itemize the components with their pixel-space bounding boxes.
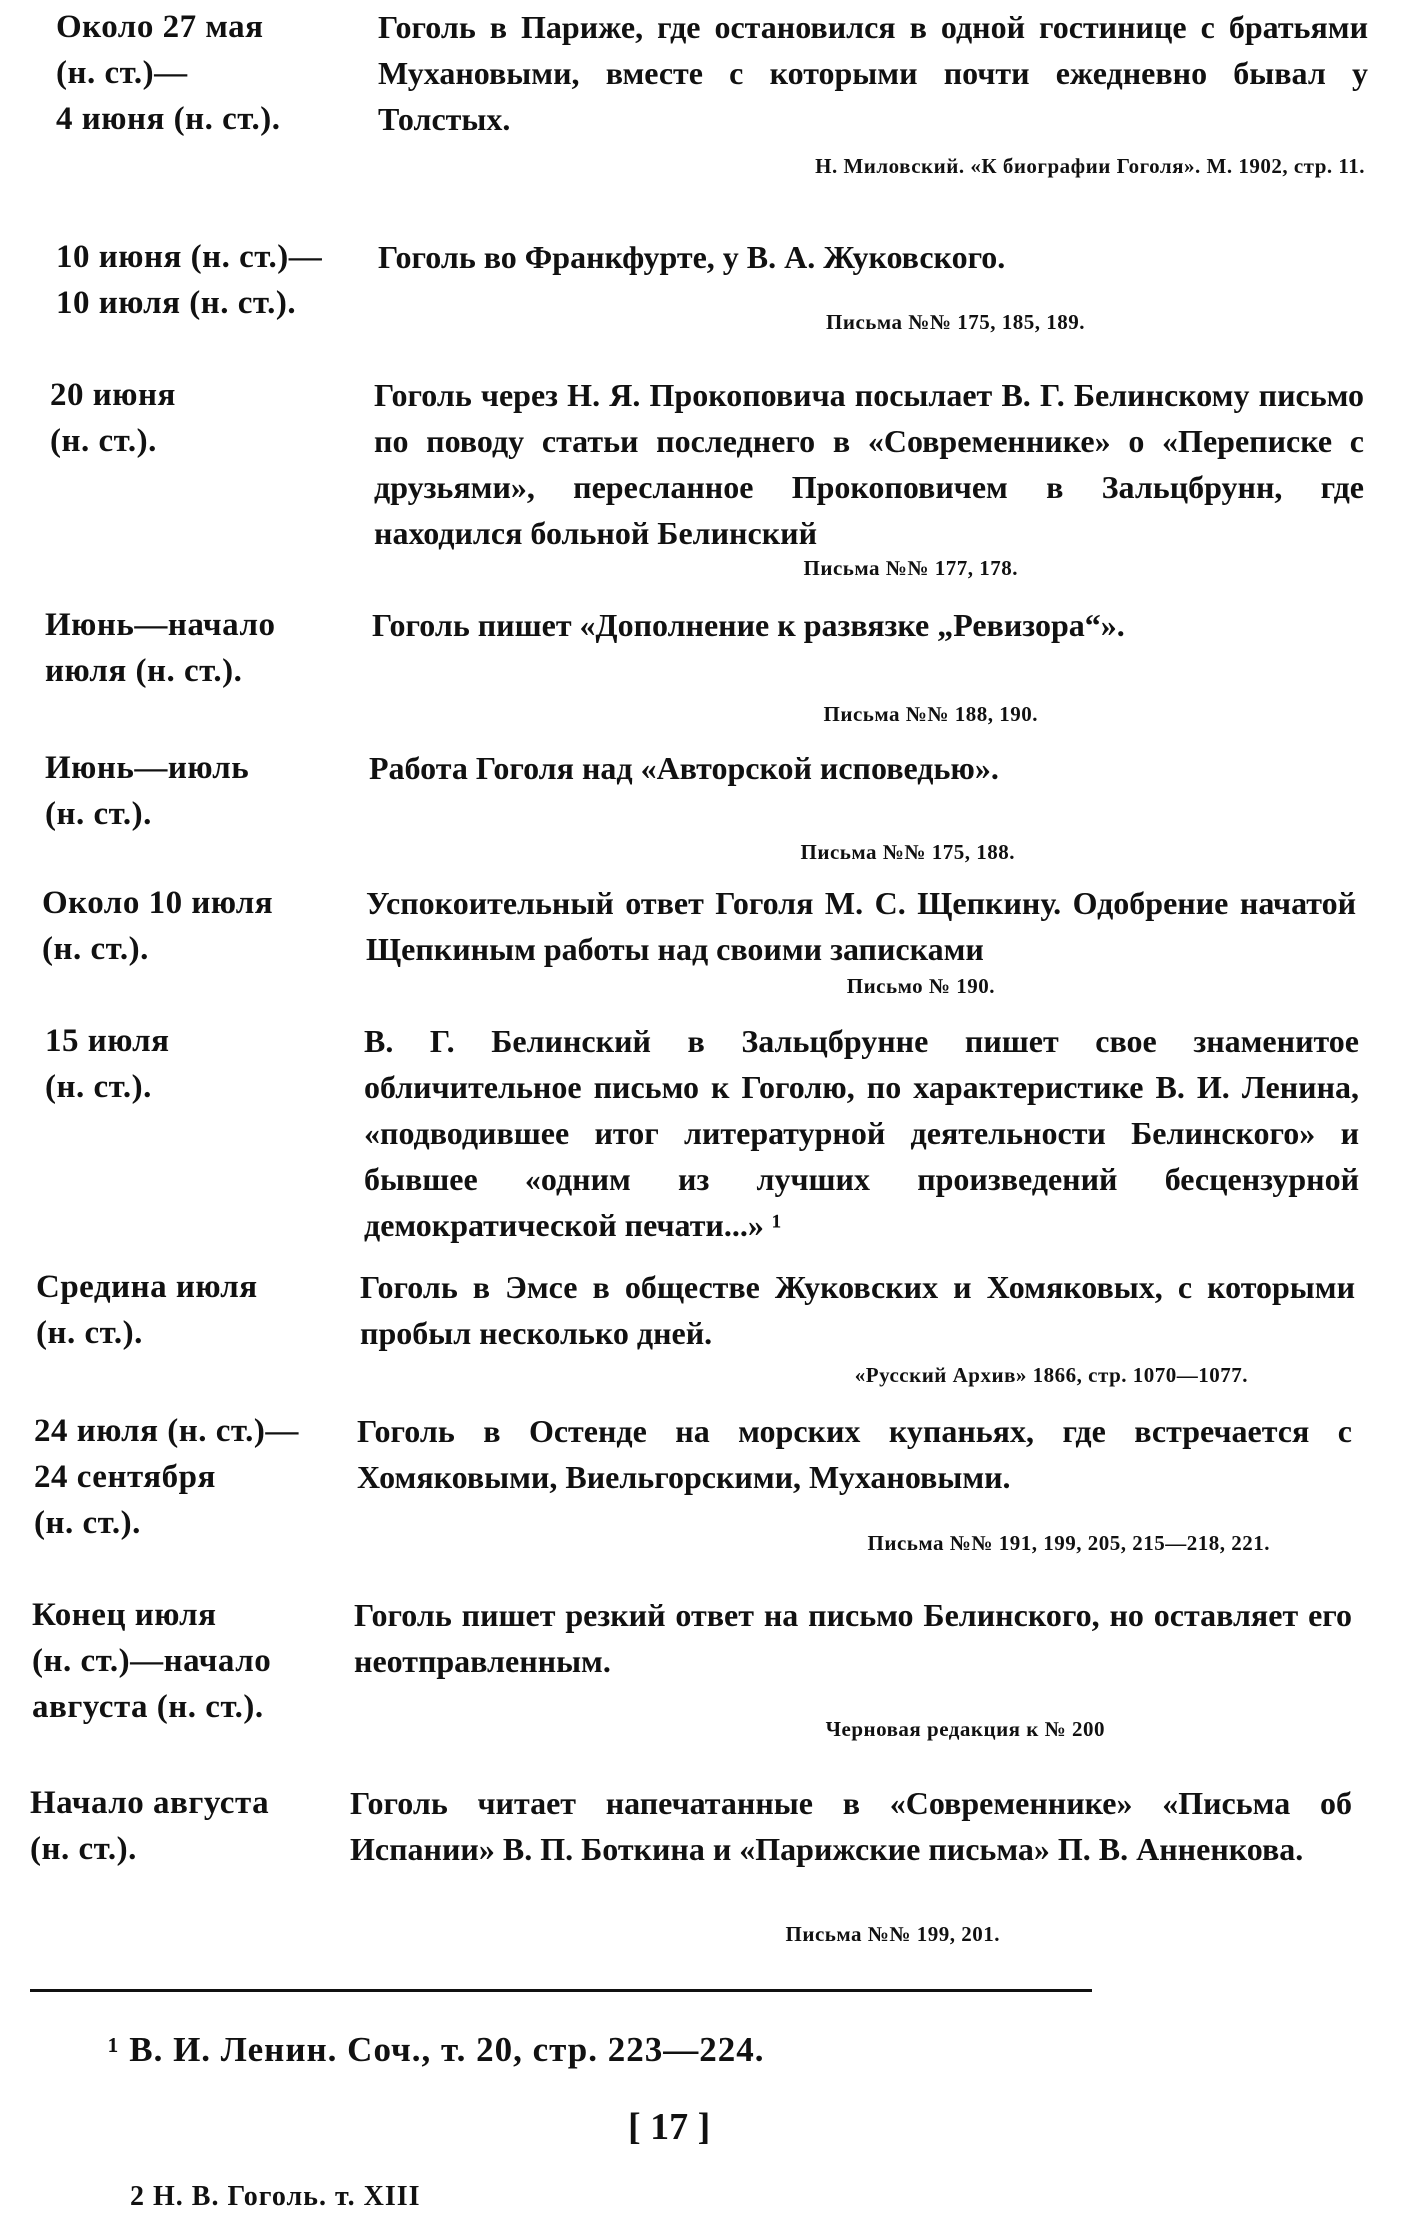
entry-date: Июнь—начало июля (н. ст.).	[45, 607, 276, 689]
entry-date: Июнь—июль (н. ст.).	[45, 750, 250, 832]
entry-event: Гоголь в Эмсе в обществе Жуковских и Хомяковых, с которыми пробыл несколько дней.	[360, 1269, 1355, 1351]
entry-event: В. Г. Белинский в Зальцбрунне пишет свое знаменитое обличительное письмо к Гоголю, по характеристике В. И. Ленина, «подводившее итог литературной деятельности Белинского» и бывшее «одним из лучших произведений бесцензурной демократической печати...» ¹	[364, 1023, 1359, 1243]
entry-date: 10 июня (н. ст.)— 10 июля (н. ст.).	[56, 239, 323, 321]
footnote-divider	[30, 1989, 1092, 1992]
entry-source: Письма №№ 199, 201.	[785, 1922, 1000, 1946]
entry-date: Конец июля (н. ст.)—начало августа (н. ст.).	[32, 1597, 272, 1725]
entry-source: Черновая редакция к № 200	[825, 1717, 1105, 1741]
printer-signature: 2 Н. В. Гоголь. т. XIII	[130, 2181, 421, 2212]
entry-event: Гоголь пишет «Дополнение к развязке „Ревизора“».	[372, 607, 1125, 643]
entry-source: Н. Миловский. «К биографии Гоголя». М. 1902, стр. 11.	[815, 154, 1365, 178]
entry-event: Гоголь в Париже, где остановился в одной гостинице с братьями Мухановыми, вместе с которыми почти ежедневно бывал у Толстых.	[378, 9, 1368, 137]
entry-date: 24 июля (н. ст.)— 24 сентября (н. ст.).	[34, 1413, 299, 1541]
footnote: ¹ В. И. Ленин. Соч., т. 20, стр. 223—224.	[108, 2030, 765, 2069]
entry-source: Письма №№ 175, 188.	[800, 840, 1015, 864]
entry-event: Гоголь читает напечатанные в «Современнике» «Письма об Испании» В. П. Боткина и «Парижские письма» П. В. Анненкова.	[350, 1785, 1352, 1867]
entry-source: Письма №№ 175, 185, 189.	[826, 310, 1085, 334]
entry-event: Гоголь пишет резкий ответ на письмо Белинского, но оставляет его неотправленным.	[354, 1597, 1352, 1679]
entry-event: Гоголь в Остенде на морских купаньях, где встречается с Хомяковыми, Виельгорскими, Мухановыми.	[357, 1413, 1352, 1495]
entry-date: 15 июля (н. ст.).	[45, 1023, 170, 1105]
entry-date: Около 10 июля (н. ст.).	[42, 885, 274, 967]
entry-date: Начало августа (н. ст.).	[30, 1785, 270, 1867]
entry-event: Гоголь во Франкфурте, у В. А. Жуковского.	[378, 239, 1006, 275]
page-number: [ 17 ]	[628, 2106, 711, 2148]
entry-date: Средина июля (н. ст.).	[36, 1269, 258, 1351]
entry-source: «Русский Архив» 1866, стр. 1070—1077.	[854, 1363, 1248, 1387]
entry-source: Письма №№ 191, 199, 205, 215—218, 221.	[867, 1531, 1270, 1555]
entry-source: Письма №№ 177, 178.	[803, 556, 1018, 580]
entry-event: Успокоительный ответ Гоголя М. С. Щепкину. Одобрение начатой Щепкиным работы над своими записками	[366, 885, 1356, 967]
entry-date: Около 27 мая (н. ст.)— 4 июня (н. ст.).	[56, 9, 281, 137]
entry-source: Письмо № 190.	[846, 974, 995, 998]
entry-event: Работа Гоголя над «Авторской исповедью».	[369, 750, 999, 786]
entry-date: 20 июня (н. ст.).	[50, 377, 176, 459]
entry-source: Письма №№ 188, 190.	[823, 702, 1038, 726]
entry-event: Гоголь через Н. Я. Прокоповича посылает В. Г. Белинскому письмо по поводу статьи последнего в «Современнике» о «Переписке с друзьями», пересланное Прокоповичем в Зальцбрунн, где находился больной Белинский	[374, 377, 1364, 551]
